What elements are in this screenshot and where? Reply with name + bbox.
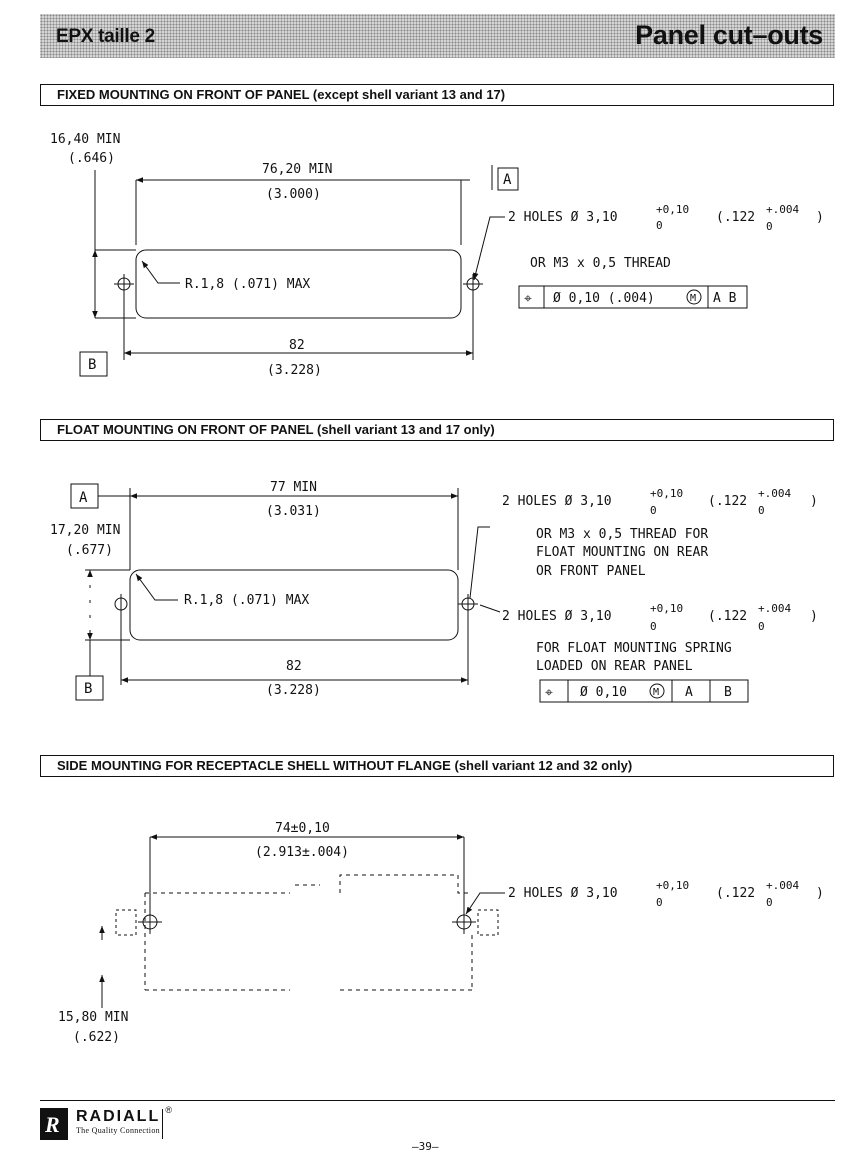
tolerance-lower: 0 (656, 219, 663, 232)
pitch-label: 82 (289, 338, 305, 353)
radius-label: R.1,8 (.071) MAX (184, 593, 310, 608)
section-note: (shell variant 13 and 17 only) (317, 422, 495, 437)
holes2-inch-label: (.122 (708, 609, 748, 624)
holes-leader (480, 605, 500, 612)
holes-inch-label: (.122 (708, 494, 748, 509)
thread-label: OR M3 x 0,5 THREAD (530, 256, 671, 271)
footer-rule (40, 1100, 835, 1101)
height-label: 16,40 MIN (50, 132, 121, 147)
flange-tab-left (116, 910, 136, 935)
holes-label: 2 HOLES Ø 3,10 (508, 210, 618, 225)
radius-leader (142, 261, 180, 283)
side-mounting-drawing (102, 837, 505, 1008)
side-mounting-labels (58, 821, 824, 1045)
datum-b-label: B (88, 357, 97, 373)
holes-leader (470, 527, 490, 598)
logo-divider (162, 1109, 163, 1139)
pitch-inch-label: (3.228) (267, 363, 322, 378)
radius-label: R.1,8 (.071) MAX (185, 277, 311, 292)
tolerance-upper: +0,10 (656, 879, 690, 892)
holes-label: 2 HOLES Ø 3,10 (508, 886, 618, 901)
holes-label: 2 HOLES Ø 3,10 (502, 494, 612, 509)
float-mounting-labels (50, 480, 818, 701)
tolerance-inch-lower: 0 (766, 896, 773, 909)
width-inch-label: (3.031) (266, 504, 321, 519)
closing-paren: ) (810, 494, 818, 509)
logo-emblem: R (40, 1108, 68, 1140)
tolerance2-inch-upper: +.004 (758, 602, 792, 615)
width-label: 77 MIN (270, 480, 317, 495)
page-title: Panel cut–outs (635, 20, 823, 50)
registered-mark: ® (165, 1105, 173, 1115)
pitch-label: 82 (286, 659, 302, 674)
tolerance-inch-lower: 0 (758, 504, 765, 517)
datum-a-label: A (79, 490, 88, 506)
page-number: –39– (412, 1140, 439, 1153)
mmc-label: M (653, 687, 660, 698)
holes-inch-label: (.122 (716, 210, 756, 225)
section-title: FLOAT MOUNTING ON FRONT OF PANEL (57, 422, 314, 437)
feature-control-frame (540, 680, 748, 702)
height-inch-label: (.622) (73, 1030, 120, 1045)
shell-outline-raised (340, 875, 472, 893)
section-title: SIDE MOUNTING FOR RECEPTACLE SHELL WITHOUT FLANGE (57, 758, 451, 773)
width-inch-label: (3.000) (266, 187, 321, 202)
fcf-datum-refs: A B (713, 291, 737, 306)
pitch-inch-label: (3.228) (266, 683, 321, 698)
pitch-inch-label: (2.913±.004) (255, 845, 349, 860)
position-symbol: ⌖ (524, 291, 532, 307)
height-label: 17,20 MIN (50, 523, 121, 538)
brand-name: RADIALL (76, 1108, 161, 1125)
fcf-tolerance: Ø 0,10 (580, 685, 627, 700)
closing-paren-2: ) (810, 609, 818, 624)
tolerance2-lower: 0 (650, 620, 657, 633)
tolerance-upper: +0,10 (656, 203, 690, 216)
tolerance-lower: 0 (656, 896, 663, 909)
thread-line-3: OR FRONT PANEL (536, 564, 646, 579)
position-symbol: ⌖ (545, 685, 553, 701)
width-label: 76,20 MIN (262, 162, 333, 177)
fcf-tolerance: Ø 0,10 (.004) (553, 291, 655, 306)
tolerance-inch-upper: +.004 (766, 203, 800, 216)
product-title: EPX taille 2 (56, 26, 155, 47)
tolerance-upper: +0,10 (650, 487, 684, 500)
holes-leader (466, 893, 505, 914)
datum-b-label: B (84, 681, 93, 697)
datum-a-label: A (503, 172, 512, 188)
holes2-label: 2 HOLES Ø 3,10 (502, 609, 612, 624)
spring-line-2: LOADED ON REAR PANEL (536, 659, 693, 674)
thread-line-1: OR M3 x 0,5 THREAD FOR (536, 527, 709, 542)
height-inch-label: (.646) (68, 151, 115, 166)
radiall-logo (40, 1107, 172, 1141)
height-inch-label: (.677) (66, 543, 113, 558)
closing-paren: ) (816, 886, 824, 901)
holes-leader (474, 217, 505, 280)
mmc-label: M (690, 293, 697, 304)
tolerance-inch-upper: +.004 (758, 487, 792, 500)
closing-paren: ) (816, 210, 824, 225)
holes-inch-label: (.122 (716, 886, 756, 901)
tolerance2-upper: +0,10 (650, 602, 684, 615)
fcf-datum-b: B (724, 685, 732, 700)
tolerance-lower: 0 (650, 504, 657, 517)
tolerance-inch-lower: 0 (766, 220, 773, 233)
fixed-mounting-labels (50, 132, 824, 378)
height-label: 15,80 MIN (58, 1010, 129, 1025)
brand-tagline: The Quality Connection (76, 1126, 160, 1135)
radius-leader (136, 574, 178, 600)
flange-tab-right (478, 910, 498, 935)
thread-line-2: FLOAT MOUNTING ON REAR (536, 545, 709, 560)
tolerance-inch-upper: +.004 (766, 879, 800, 892)
fcf-datum-a: A (685, 685, 693, 700)
spring-line-1: FOR FLOAT MOUNTING SPRING (536, 641, 732, 656)
pitch-label: 74±0,10 (275, 821, 330, 836)
section-note: (shell variant 12 and 32 only) (454, 758, 633, 773)
tolerance2-inch-lower: 0 (758, 620, 765, 633)
section-note: (except shell variant 13 and 17) (312, 87, 506, 102)
section-title: FIXED MOUNTING ON FRONT OF PANEL (57, 87, 310, 102)
